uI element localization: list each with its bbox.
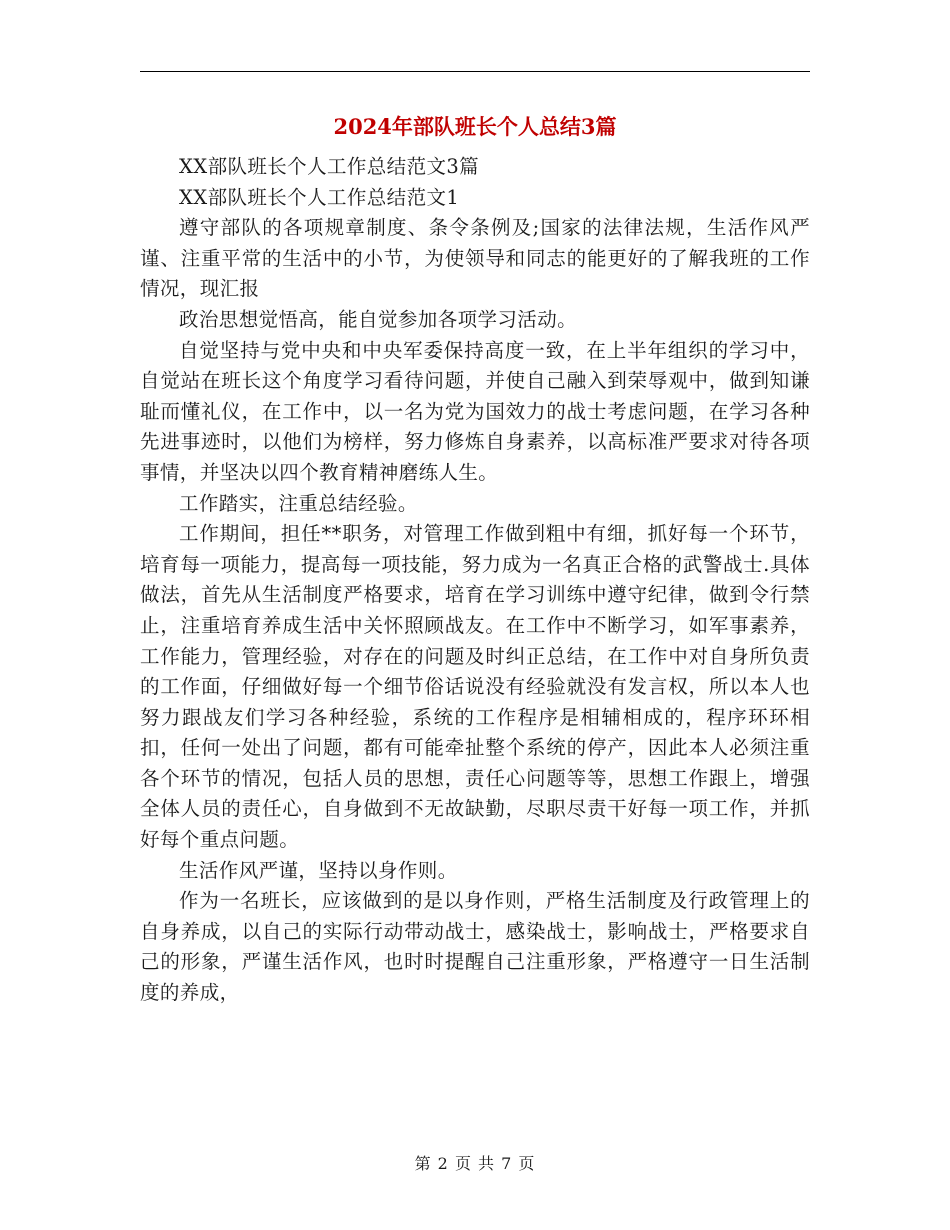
paragraph: 自觉坚持与党中央和中央军委保持高度一致，在上半年组织的学习中，自觉站在班长这个角度学习看待问题，并使自己融入到荣辱观中，做到知谦耻而懂礼仪，在工作中，以一名为党为国效力的战士考虑问题，在学习各种先进事迹时，以他们为榜样，努力修炼自身素养，以高标准严要求对待各项事情，并坚决以四个教育精神磨练人生。 — [140, 338, 810, 484]
header-rule — [140, 71, 810, 72]
paragraph: XX部队班长个人工作总结范文1 — [179, 185, 460, 209]
paragraph: 作为一名班长，应该做到的是以身作则，严格生活制度及行政管理上的自身养成，以自己的实际行动带动战士，感染战士，影响战士，严格要求自己的形象，严谨生活作风，也时时提醒自己注重形象，严格遵守一日生活制度的养成， — [140, 889, 810, 1005]
paragraph: 工作踏实，注重总结经验。 — [179, 491, 418, 515]
paragraph: XX部队班长个人工作总结范文3篇 — [179, 155, 480, 178]
paragraph: 政治思想觉悟高，能自觉参加各项学习活动。 — [179, 307, 578, 331]
paragraph: 工作期间，担任**职务，对管理工作做到粗中有细，抓好每一个环节，培育每一项能力，提高每一项技能，努力成为一名真正合格的武警战士.具体做法，首先从生活制度严格要求，培育在学习训练中遵守纪律，做到令行禁止，注重培育养成生活中关怀照顾战友。在工作中不断学习，如军事素养，工作能力，管理经验，对存在的问题及时纠正总结，在工作中对自身所负责的工作面，仔细做好每一个细节俗话说没有经验就没有发言权，所以本人也努力跟战友们学习各种经验，系统的工作程序是相辅相成的，程序环环相扣，任何一处出了问题，都有可能牵扯整个系统的停产，因此本人必须注重各个环节的情况，包括人员的思想，责任心问题等等，思想工作跟上，增强全体人员的责任心，自身做到不无故缺勤，尽职尽责干好每一项工作，并抓好每个重点问题。 — [140, 522, 810, 852]
document-title: 2024年部队班长个人总结3篇 — [333, 114, 617, 139]
paragraph: 遵守部队的各项规章制度、条令条例及;国家的法律法规，生活作风严谨、注重平常的生活中的小节，为使领导和同志的能更好的了解我班的工作情况，现汇报 — [140, 216, 810, 301]
document-body — [140, 152, 810, 1009]
page-footer: 第 2 页 共 7 页 — [414, 1154, 536, 1173]
paragraph: 生活作风严谨，坚持以身作则。 — [179, 858, 458, 882]
